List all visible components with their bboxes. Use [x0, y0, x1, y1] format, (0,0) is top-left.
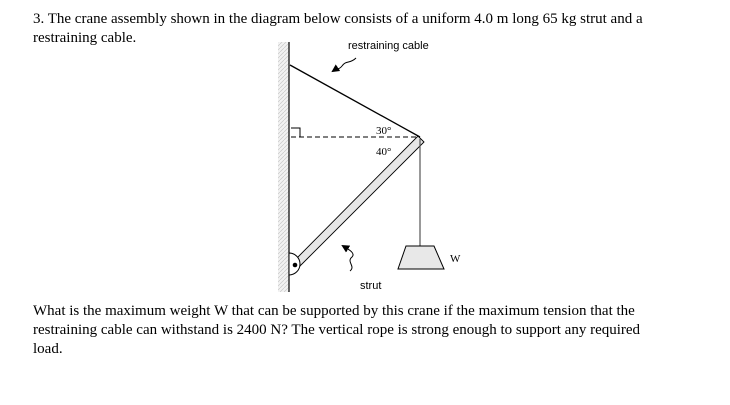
strut-label: strut	[360, 280, 382, 292]
problem-question: What is the maximum weight W that can be supported by this crane if the maximum tension that the restraining cable can withstand is 2400 N? The vertical rope is strong enough to support any required load.	[33, 303, 641, 357]
strut	[294, 136, 424, 266]
strut-label-pointer	[343, 246, 353, 271]
problem-intro: 3. The crane assembly shown in the diagram below consists of a uniform 4.0 m long 65 kg strut and a restraining cable.	[33, 11, 643, 46]
angle-label-cable: 30°	[376, 125, 392, 137]
cable-label: restraining cable	[348, 40, 429, 52]
pivot-pin	[293, 263, 298, 268]
weight-block	[398, 246, 444, 269]
weight-label: W	[450, 253, 461, 265]
restraining-cable	[290, 65, 420, 137]
right-angle-marker	[291, 128, 300, 137]
wall	[278, 42, 289, 292]
angle-label-strut: 40°	[376, 146, 392, 158]
cable-label-pointer	[333, 58, 356, 71]
